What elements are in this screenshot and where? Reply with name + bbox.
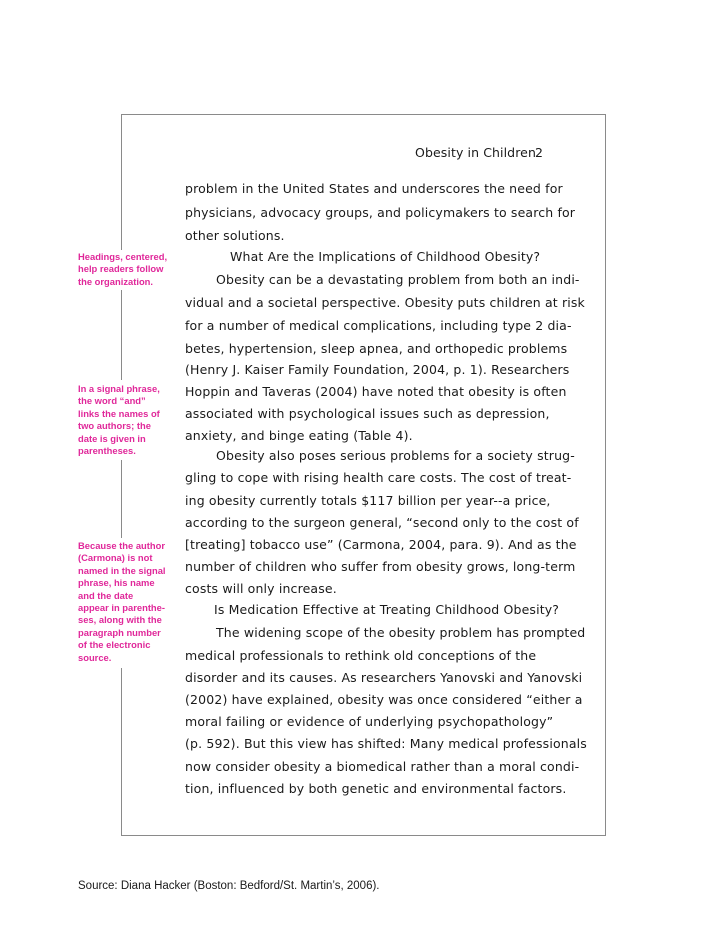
body-line: for a number of medical complications, including type 2 dia- bbox=[185, 318, 572, 333]
body-line: now consider obesity a biomedical rather than a moral condi- bbox=[185, 759, 580, 774]
annotation-line: (Carmona) is not bbox=[78, 552, 153, 564]
annotation-line: the organization. bbox=[78, 275, 153, 287]
body-line: [treating] tobacco use” (Carmona, 2004, para. 9). And as the bbox=[185, 537, 577, 552]
annotation-line: date is given in bbox=[78, 432, 146, 444]
annotation-line: two authors; the bbox=[78, 420, 151, 432]
body-line: The widening scope of the obesity problem has prompted bbox=[216, 625, 586, 640]
section-heading: Is Medication Effective at Treating Childhood Obesity? bbox=[214, 602, 560, 617]
body-line: anxiety, and binge eating (Table 4). bbox=[185, 428, 413, 443]
annotation-line: help readers follow bbox=[78, 263, 164, 275]
annotation-line: of the electronic bbox=[78, 639, 151, 651]
annotation-line: source. bbox=[78, 651, 112, 663]
annotation-line: Headings, centered, bbox=[78, 251, 168, 262]
body-line: costs will only increase. bbox=[185, 581, 337, 596]
body-line: associated with psychological issues such as depression, bbox=[185, 406, 550, 421]
body-line: disorder and its causes. As researchers Yanovski and Yanovski bbox=[185, 670, 583, 685]
margin-annotation-signal-phrase bbox=[78, 383, 164, 457]
body-line: Obesity can be a devastating problem from both an indi- bbox=[216, 272, 580, 287]
body-line: according to the surgeon general, “second only to the cost of bbox=[185, 515, 579, 530]
margin-annotation-carmona bbox=[78, 540, 164, 664]
body-line: betes, hypertension, sleep apnea, and orthopedic problems bbox=[185, 341, 568, 356]
annotation-line: appear in parenthe- bbox=[78, 602, 165, 614]
body-line: (p. 592). But this view has shifted: Many medical professionals bbox=[185, 736, 587, 751]
running-head: Obesity in Children bbox=[415, 145, 536, 160]
body-line: Obesity also poses serious problems for a society strug- bbox=[216, 448, 575, 463]
margin-annotation-headings bbox=[78, 251, 168, 288]
annotation-line: named in the signal bbox=[78, 564, 166, 576]
annotation-line: In a signal phrase, bbox=[78, 383, 160, 394]
annotation-line: ses, along with the bbox=[78, 614, 162, 626]
body-line: physicians, advocacy groups, and policymakers to search for bbox=[185, 205, 576, 220]
annotation-line: phrase, his name bbox=[78, 577, 155, 589]
body-line: tion, influenced by both genetic and environmental factors. bbox=[185, 781, 567, 796]
body-line: Hoppin and Taveras (2004) have noted that obesity is often bbox=[185, 384, 567, 399]
body-line: vidual and a societal perspective. Obesity puts children at risk bbox=[185, 295, 585, 310]
annotation-line: and the date bbox=[78, 589, 134, 601]
annotation-line: the word “and” bbox=[78, 395, 146, 407]
section-heading: What Are the Implications of Childhood Obesity? bbox=[230, 249, 541, 264]
body-line: ing obesity currently totals $117 billion per year--a price, bbox=[185, 493, 551, 508]
body-line: moral failing or evidence of underlying psychopathology” bbox=[185, 714, 554, 729]
body-line: other solutions. bbox=[185, 228, 285, 243]
annotation-line: paragraph number bbox=[78, 626, 161, 638]
annotation-line: Because the author bbox=[78, 540, 166, 551]
annotation-line: parentheses. bbox=[78, 445, 136, 457]
body-line: number of children who suffer from obesity grows, long-term bbox=[185, 559, 576, 574]
body-line: medical professionals to rethink old conceptions of the bbox=[185, 648, 537, 663]
body-line: (2002) have explained, obesity was once considered “either a bbox=[185, 692, 583, 707]
annotation-line: links the names of bbox=[78, 407, 160, 419]
page-number: 2 bbox=[535, 145, 543, 160]
body-line: gling to cope with rising health care costs. The cost of treat- bbox=[185, 470, 572, 485]
body-line: problem in the United States and underscores the need for bbox=[185, 181, 563, 196]
source-caption: Source: Diana Hacker (Boston: Bedford/St. Martin’s, 2006). bbox=[78, 880, 380, 892]
body-line: (Henry J. Kaiser Family Foundation, 2004, p. 1). Researchers bbox=[185, 362, 570, 377]
